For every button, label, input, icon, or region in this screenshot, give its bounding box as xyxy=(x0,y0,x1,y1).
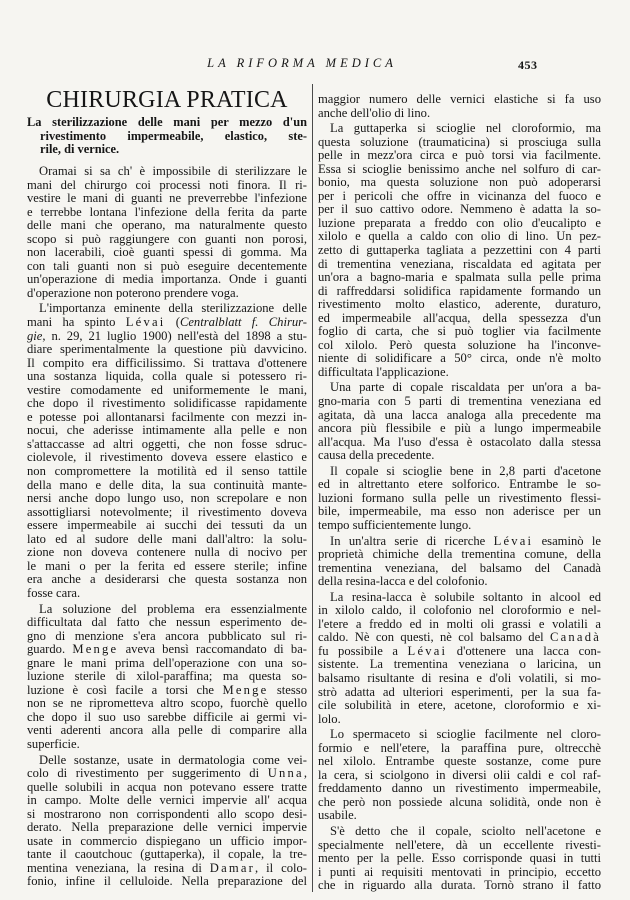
text-line: un'operazione di media importanza. Onde i guanti xyxy=(27,273,307,287)
text-line: le mani o per la ferita ed essere sterile; infine xyxy=(27,559,307,573)
text-line: trementina veneziana, del balsamo del Canadà xyxy=(318,561,601,575)
italic-citation: gie xyxy=(27,329,43,343)
text-run: d'ottenere una lacca con- xyxy=(447,644,601,658)
text-line: tempo sufficientemente lungo. xyxy=(318,518,472,532)
text-line: niente di solidificare a 50° circa, onde n'è molto xyxy=(318,352,601,366)
paragraph xyxy=(27,754,307,889)
text-line: maggior numero delle vernici elastiche si fa uso xyxy=(318,93,601,106)
text-line: una sostanza liquida, colla quale si potessero ri- xyxy=(27,370,307,384)
text-line: essere impermeabile ai succhi dei tessuti da un xyxy=(27,519,307,533)
text-line: in xilolo caldo, il colofonio nel cloroformio e nel- xyxy=(318,604,601,618)
text-run: luzione è così facile a torsi che xyxy=(27,683,223,697)
text-line: ancora più flessibile e più a lungo impermeabile xyxy=(318,422,601,436)
text-line xyxy=(27,330,307,344)
text-line: non compromettere la motilità ed il senso tattile xyxy=(27,465,307,479)
text-run: aveva bensì raccomandato di ba- xyxy=(118,643,307,657)
text-line: all'acqua. Ma l'uso d'essa è ostacolato dalla stessa xyxy=(318,435,601,449)
text-line: l'etere a freddo ed in molti oli grassi e volatili a xyxy=(318,617,601,631)
text-line: i punti ai requisiti mentovati in principio, eccetto xyxy=(318,865,601,879)
text-line: Essa si scioglie benissimo anche nel solfuro di car- xyxy=(318,162,601,176)
page-number: 453 xyxy=(518,58,538,72)
text-line: delle mani che operano, ma naturalmente questo xyxy=(27,219,307,233)
right-column-body xyxy=(318,93,601,895)
text-line: agitata, dà una lacca analoga alla precedente ma xyxy=(318,408,601,422)
running-header-journal-title: LA RIFORMA MEDICA xyxy=(207,56,397,70)
text-line: della resina-lacca e del colofonio. xyxy=(318,575,488,589)
text-line xyxy=(27,316,307,330)
text-line: La guttaperka si scioglie nel cloroformio, ma xyxy=(330,122,601,136)
text-line: in campo. Molte delle vernici impervie all' acqua xyxy=(27,794,307,808)
text-line: vestire le mani di guanti ne preverrebbe l'infezione xyxy=(27,192,307,206)
emphasized-name: Menge xyxy=(222,683,269,697)
text-line: zetto di guttaperka tagliata a pezzettini con 4 parti xyxy=(318,244,601,258)
text-line: specialmente nell'etere, dà un eccellente rivesti- xyxy=(318,838,601,852)
text-run: caldo. Nè con questi, nè col balsamo del xyxy=(318,631,551,645)
text-line: difficultata l'applicazione. xyxy=(318,365,449,379)
text-line: bile, impermeabile, ma esso non aderisce per un xyxy=(318,505,601,519)
text-line xyxy=(27,684,307,698)
text-line: Lo spermaceto si scioglie facilmente nel cloro- xyxy=(330,728,601,742)
text-line: usabile. xyxy=(318,809,357,823)
text-line: nocui, che aderisse intimamente alla pelle e non xyxy=(27,424,307,438)
text-line: d'operazione non poterono prendere voga. xyxy=(27,286,239,300)
text-line: luzioni formano sulla pelle un rivestimento flessi- xyxy=(318,491,601,505)
text-line: La soluzione del problema era essenzialmente xyxy=(39,602,307,616)
text-line: zione non doveva contenere nulla di nocivo per xyxy=(27,546,307,560)
paragraph xyxy=(318,591,601,726)
text-line: fosse cara. xyxy=(27,586,81,600)
text-line: gno-maria con 5 parti di trementina veneziana ed xyxy=(318,395,601,409)
text-line: ciolevole, il rivestimento doveva essere elastico e xyxy=(27,451,307,465)
section-title: CHIRURGIA PRATICA xyxy=(46,87,288,113)
text-line: che in riguardo alla durata. Tornò strano il fatto xyxy=(318,879,601,893)
text-line: lolo. xyxy=(318,712,341,726)
text-line: nel xilolo. Entrambe queste sostanze, come pure xyxy=(318,755,601,769)
text-line: questa soluzione (traumaticina) si prosciuga sulla xyxy=(318,135,601,149)
text-line: foglio di carta, che si può toglier via facilmente xyxy=(318,325,601,339)
text-line: che dopo il rivestimento solidificasse rapidamente xyxy=(27,397,307,411)
text-line: assottigliarsi notevolmente; il rivestimento doveva xyxy=(27,505,307,519)
text-run: colo di rivestimento per suggerimento di xyxy=(27,767,268,781)
text-line: della mano e delle dita, la sua continuità mante- xyxy=(27,478,307,492)
text-line: tante il caoutchouc (guttaperka), il copale, la tre- xyxy=(27,848,307,862)
text-line: balsamo risultante di resina e d'oli volatili, si mo- xyxy=(318,671,601,685)
text-line: un'ora a bagno-maria e spalmata sulla pelle prima xyxy=(318,271,601,285)
text-line: era anche a desiderarsi che questa sostanza non xyxy=(27,573,307,587)
text-line: fonio, infine il celluloide. Nella preparazione del xyxy=(27,875,307,889)
text-line: difficultata dal fatto che nessun esperimento de- xyxy=(27,616,307,630)
text-run: mani ha spinto xyxy=(27,316,126,330)
text-line: pelle in mezz'ora circa e può torsi via facilmente. xyxy=(318,149,601,163)
emphasized-name: Menge xyxy=(72,643,119,657)
text-line: ed impermeabile all'acqua, della spessezza d'un xyxy=(318,311,601,325)
text-line xyxy=(27,767,307,781)
text-line xyxy=(318,535,601,549)
text-line: Delle sostanze, usate in dermatologia come vei- xyxy=(39,753,307,767)
text-line: quelle solubili in acqua non potevano essere tratte xyxy=(27,780,307,794)
text-line: freddamento danno un rivestimento impermeabile, xyxy=(318,782,601,796)
text-line: non se ne riprometteva altro scopo, fuorchè quello xyxy=(27,697,307,711)
text-line: formio e nell'etere, la paraffina pure, oltrecchè xyxy=(318,741,601,755)
text-line: Una parte di copale riscaldata per un'ora a ba- xyxy=(330,381,601,395)
article-title-line: rivestimento impermeabile, elastico, ste- xyxy=(40,129,307,143)
text-line: che dopo il suo uso sarebbe difficile ai germi vi- xyxy=(27,710,307,724)
text-line: Oramai si sa ch' è impossibile di sterilizzare le xyxy=(39,165,307,178)
text-line: ed in altrettanto etere solforico. Entrambe le so- xyxy=(318,478,601,492)
emphasized-name: Lévai xyxy=(407,644,448,658)
left-column-body xyxy=(27,165,307,891)
text-line: s'attaccasse ad altri oggetti, che non fosse sdruc- xyxy=(27,437,307,451)
text-run: ( xyxy=(165,316,180,330)
text-line: Il compito era difficilissimo. Si trattava d'ottenere xyxy=(27,356,307,370)
paragraph xyxy=(318,122,601,379)
text-line: scopo si può raggiungere con guanti non porosi, xyxy=(27,232,307,246)
text-line: diare sperimentalmente la questione più davvicino. xyxy=(27,343,307,357)
column-divider xyxy=(312,84,313,892)
text-line xyxy=(318,645,601,659)
text-line: di trementina veneziana, riscaldata ed agitata per xyxy=(318,257,601,271)
text-line: lato ed al sudore delle mani dall'altro: la solu- xyxy=(27,532,307,546)
text-run: esaminò le xyxy=(533,534,601,548)
paragraph xyxy=(27,603,307,752)
text-line: per i pericoli che offre in vicinanza del fuoco e xyxy=(318,189,601,203)
article-title-line: La sterilizzazione delle mani per mezzo d'un xyxy=(27,116,307,129)
text-line: causa della precedente. xyxy=(318,449,435,463)
text-line: usate in commercio dispiegano un ufficio impor- xyxy=(27,834,307,848)
text-line: e potesse poi allontanarsi facilmente con mezzi in- xyxy=(27,410,307,424)
emphasized-name: Unna xyxy=(267,767,304,781)
text-line: rivestimento molto elastico, aderente, duraturo, xyxy=(318,298,601,312)
text-line xyxy=(27,643,307,657)
text-line: si mostrarono non corrispondenti allo scopo desi- xyxy=(27,807,307,821)
text-line: anche dell'olio di lino. xyxy=(318,106,431,120)
text-line: luzione sterile di xilol-paraffina; ma questa so- xyxy=(27,670,307,684)
text-line: di raffreddarsi solidifica rapidamente formando un xyxy=(318,284,601,298)
text-line: proprietà chimiche della trementina comune, della xyxy=(318,548,601,562)
paragraph xyxy=(318,728,601,823)
text-line: venti aderenti ancora alla pelle di comparire alla xyxy=(27,724,307,738)
text-run: fu possibile a xyxy=(318,644,408,658)
text-run: guardo. xyxy=(27,643,73,657)
text-line: per il suo cattivo odore. Nemmeno è adatta la so- xyxy=(318,203,601,217)
paragraph xyxy=(318,825,601,893)
article-title-line: rile, di vernice. xyxy=(40,143,120,157)
emphasized-name: Lévai xyxy=(493,534,534,548)
text-run: , n. 29, 21 luglio 1900) nell'està del 1898 a stu- xyxy=(42,329,307,343)
text-line xyxy=(27,862,307,876)
text-line: non lacerabili, cioè guanti spessi di gomma. Ma xyxy=(27,246,307,260)
text-line: S'è detto che il copale, sciolto nell'acetone e xyxy=(330,824,601,838)
text-line: bonio, ma questa soluzione non può adoperarsi xyxy=(318,176,601,190)
paragraph xyxy=(318,381,601,462)
text-run: , il colo- xyxy=(255,861,307,875)
emphasized-name: Damar xyxy=(209,861,256,875)
text-line xyxy=(318,631,601,645)
text-line: sistente. La trementina veneziana o laricina, un xyxy=(318,658,601,672)
text-line: mento per la pelle. Esso corrisponde quasi in tutti xyxy=(318,852,601,866)
paragraph xyxy=(27,165,307,300)
text-line: che però non possiede alcuna solidità, onde non è xyxy=(318,795,601,809)
text-run: In un'altra serie di ricerche xyxy=(330,534,494,548)
paragraph xyxy=(318,93,601,120)
text-line: nersi anche dopo lungo uso, non screpolare e non xyxy=(27,492,307,506)
text-line: con tali guanti non si può eseguire decentemente xyxy=(27,259,307,273)
text-run: stesso xyxy=(268,683,307,697)
italic-citation: Centralblatt f. Chirur- xyxy=(179,316,307,330)
emphasized-name: Lévai xyxy=(125,316,166,330)
paragraph xyxy=(27,302,307,600)
text-line: superficie. xyxy=(27,737,80,751)
text-line: La resina-lacca è solubile soltanto in alcool ed xyxy=(330,590,601,604)
text-line: e terrebbe lontana l'infezione della ferita da parte xyxy=(27,205,307,219)
paragraph xyxy=(318,465,601,533)
text-line: col xilolo. Però questa soluzione ha l'inconve- xyxy=(318,338,601,352)
text-line: derato. Nella preparazione delle vernici impervie xyxy=(27,821,307,835)
paragraph xyxy=(318,535,601,589)
article-title xyxy=(27,116,307,157)
text-line: gno di menzione s'era ancora pubblicato sul ri- xyxy=(27,629,307,643)
text-line: strò adatta ad ulteriori esperimenti, per la sua fa- xyxy=(318,685,601,699)
text-line: xilolo e quella a caldo con olio di lino. Un pez- xyxy=(318,230,601,244)
text-line: mani del chirurgo coi processi noti finora. Il ri- xyxy=(27,178,307,192)
emphasized-name: Canadà xyxy=(550,631,601,645)
text-line: cile solubilità in etere, acetone, cloroformio e xi- xyxy=(318,699,601,713)
text-line: luzione preparata a freddo con olio d'eucalipto e xyxy=(318,216,601,230)
text-line: gnare le mani prima dell'operazione con una so- xyxy=(27,656,307,670)
text-line: vestire comodamente ed uniformemente le mani, xyxy=(27,383,307,397)
text-run: mentina veneziana, la resina di xyxy=(27,861,210,875)
text-run: , xyxy=(303,767,307,781)
text-line: la cera, si sciolgono in diversi olii caldi e col raf- xyxy=(318,768,601,782)
text-line: L'importanza eminente della sterilizzazione delle xyxy=(39,302,307,316)
text-line: Il copale si scioglie bene in 2,8 parti d'acetone xyxy=(330,464,601,478)
